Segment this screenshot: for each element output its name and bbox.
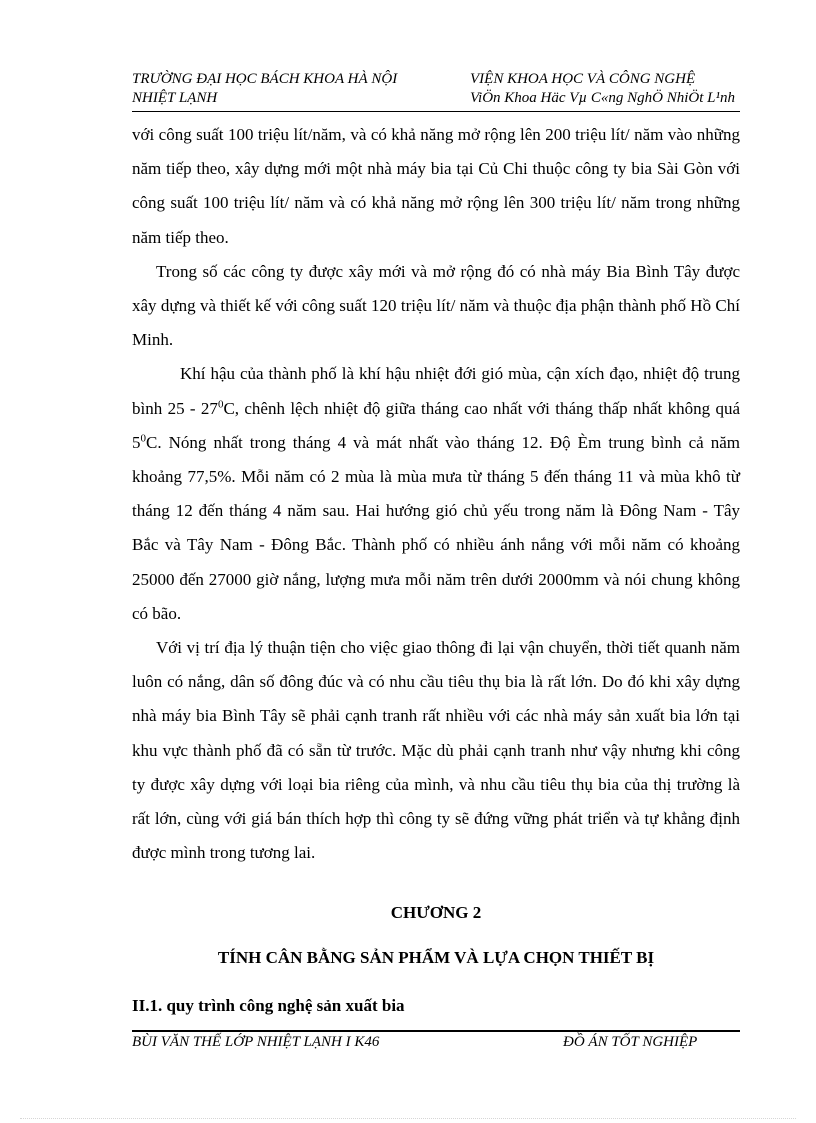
chapter-number: CHƯƠNG 2 <box>390 903 482 922</box>
degree-superscript-1: 0 <box>217 397 224 410</box>
page-header <box>132 70 740 108</box>
footer-doc-type: ĐỒ ÁN TỐT NGHIỆP <box>563 1034 698 1050</box>
paragraph-1: với công suất 100 triệu lít/năm, và có khả năng mở rộng lên 200 triệu lít/ năm vào những năm tiếp theo, xây dựng mới một nhà máy bia tại Củ Chi thuộc công ty bia Sài Gòn với công suất 100 triệu lít/ năm và có khả năng mở rộng lên 300 triệu lít/ năm trong những năm tiếp theo. <box>132 125 740 247</box>
body-text <box>132 118 740 870</box>
section-heading: II.1. quy trình công nghệ sản xuất bia <box>132 996 405 1015</box>
header-institute-legacy-font: ViÖn Khoa Häc Vµ C«ng NghÖ NhiÖt L¹nh <box>470 90 735 106</box>
chapter-title: TÍNH CÂN BẰNG SẢN PHẨM VÀ LỰA CHỌN THIẾT BỊ <box>217 948 655 967</box>
paragraph-3-part-b: C, chênh lệch nhiệt độ giữa tháng cao nhất với tháng thấp nhất không quá 5 <box>132 398 740 452</box>
header-institute: VIỆN KHOA HỌC VÀ CÔNG NGHỆ <box>470 71 696 87</box>
footer-divider <box>132 1030 740 1032</box>
paragraph-3 <box>132 357 740 631</box>
header-department: NHIỆT LẠNH <box>132 90 218 106</box>
degree-superscript-2: 0 <box>140 432 146 445</box>
page-footer <box>132 1034 740 1053</box>
paragraph-3-part-c: C. Nóng nhất trong tháng 4 và mát nhất vào tháng 12. Độ Èm trung bình cả năm khoảng 77,5%. Mỗi năm có 2 mùa là mùa mưa từ tháng 5 đến tháng 11 và mùa khô từ tháng 12 đến tháng 4 năm sau. Hai hướng gió chủ yếu trong năm là Đông Nam - Tây Bắc và Tây Nam - Đông Bắc. Thành phố có nhiều ánh nắng với mỗi năm có khoảng 25000 đến 27000 giờ nắng, lượng mưa mỗi năm trên dưới 2000mm và nói chung không có bão. <box>132 432 740 623</box>
header-university: TRƯỜNG ĐẠI HỌC BÁCH KHOA HÀ NỘI <box>132 71 398 87</box>
paragraph-3-part-a: Khí hậu của thành phố là khí hậu nhiệt đới gió mùa, cận xích đạo, nhiệt độ trung bình 25 - 27 <box>132 364 740 418</box>
header-divider <box>132 111 740 112</box>
page-bottom-dotted-border <box>20 1118 796 1119</box>
paragraph-4: Với vị trí địa lý thuận tiện cho việc giao thông đi lại vận chuyển, thời tiết quanh năm luôn có nắng, dân số đông đúc và có nhu cầu tiêu thụ bia là rất lớn. Do đó khi xây dựng nhà máy bia Bình Tây sẽ phải cạnh tranh rất nhiều với các nhà máy sản xuất bia lớn tại khu vực thành phố đã có sẵn từ trước. Mặc dù phải cạnh tranh như vậy nhưng khi công ty được xây dựng với loại bia riêng của mình, và nhu cầu tiêu thụ bia của thị trường là rất lớn, cùng với giá bán thích hợp thì công ty sẽ đứng vững phát triển và tự khẳng định được mình trong tương lai. <box>132 638 740 863</box>
paragraph-2: Trong số các công ty được xây mới và mở rộng đó có nhà máy Bia Bình Tây được xây dựng và thiết kế với công suất 120 triệu lít/ năm và thuộc địa phận thành phố Hồ Chí Minh. <box>132 261 740 350</box>
footer-author: BÙI VĂN THẾ LỚP NHIỆT LẠNH I K46 <box>132 1034 380 1050</box>
